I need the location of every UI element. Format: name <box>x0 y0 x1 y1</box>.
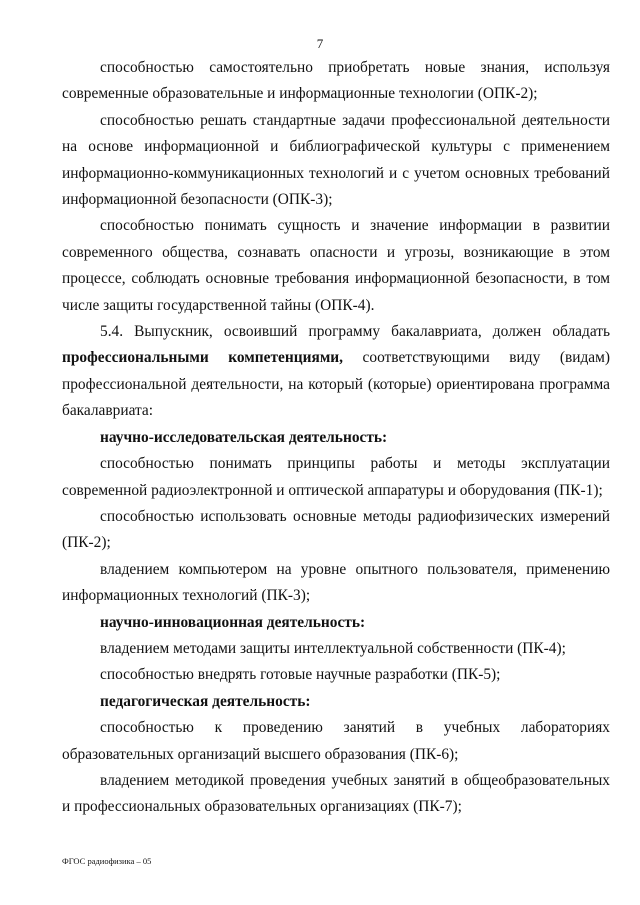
paragraph-pk-3: владением компьютером на уровне опытного пользователя, применению информационных технологий (ПК-3); <box>62 560 610 605</box>
page-number: 7 <box>316 36 324 51</box>
heading-pedagogy: педагогическая деятельность: <box>100 692 311 710</box>
heading-innovation: научно-инновационная деятельность: <box>100 613 366 631</box>
paragraph-pk-2: способностью использовать основные методы радиофизических измерений (ПК-2); <box>62 507 610 552</box>
paragraph-pk-5: способностью внедрять готовые научные разработки (ПК-5); <box>100 666 501 684</box>
paragraph-opk-3: способностью решать стандартные задачи профессиональной деятельности на основе информационной и библиографической культуры с применением информационно-коммуникационных технологий и с учетом основных требований информационной безопасности (ОПК-3); <box>62 111 610 209</box>
footer-label: ФГОС радиофизика – 05 <box>62 856 152 866</box>
section-5-4-intro: 5.4. Выпускник, освоивший программу бакалавриата, должен обладать <box>100 323 610 341</box>
paragraph-pk-1: способностью понимать принципы работы и методы эксплуатации современной радиоэлектронной и оптической аппаратуры и оборудования (ПК-1); <box>62 455 610 499</box>
paragraph-opk-4: способностью понимать сущность и значение информации в развитии современного общества, сознавать опасности и угрозы, возникающие в этом процессе, соблюдать основные требования информационной безопасности, в том числе защиты государственной тайны (ОПК-4). <box>62 217 610 314</box>
document-body <box>62 55 610 821</box>
paragraph-opk-2: способностью самостоятельно приобретать новые знания, используя современные образовательные и информационные технологии (ОПК-2); <box>62 59 610 103</box>
section-5-4-bold: профессиональными компетенциями, <box>62 349 344 367</box>
paragraph-pk-6: способностью к проведению занятий в учебных лабораториях образовательных организаций высшего образования (ПК-6); <box>62 719 610 763</box>
paragraph-pk-7: владением методикой проведения учебных занятий в общеобразовательных и профессиональных образовательных организациях (ПК-7); <box>62 771 610 816</box>
heading-research: научно-исследовательская деятельность: <box>100 428 388 446</box>
section-5-4-rest: соответствующими виду (видам) профессиональной деятельности, на который (которые) ориентирована программа бакалавриата: <box>62 349 610 420</box>
paragraph-section-5-4 <box>62 319 610 425</box>
paragraph-pk-4: владением методами защиты интеллектуальной собственности (ПК-4); <box>100 639 566 657</box>
